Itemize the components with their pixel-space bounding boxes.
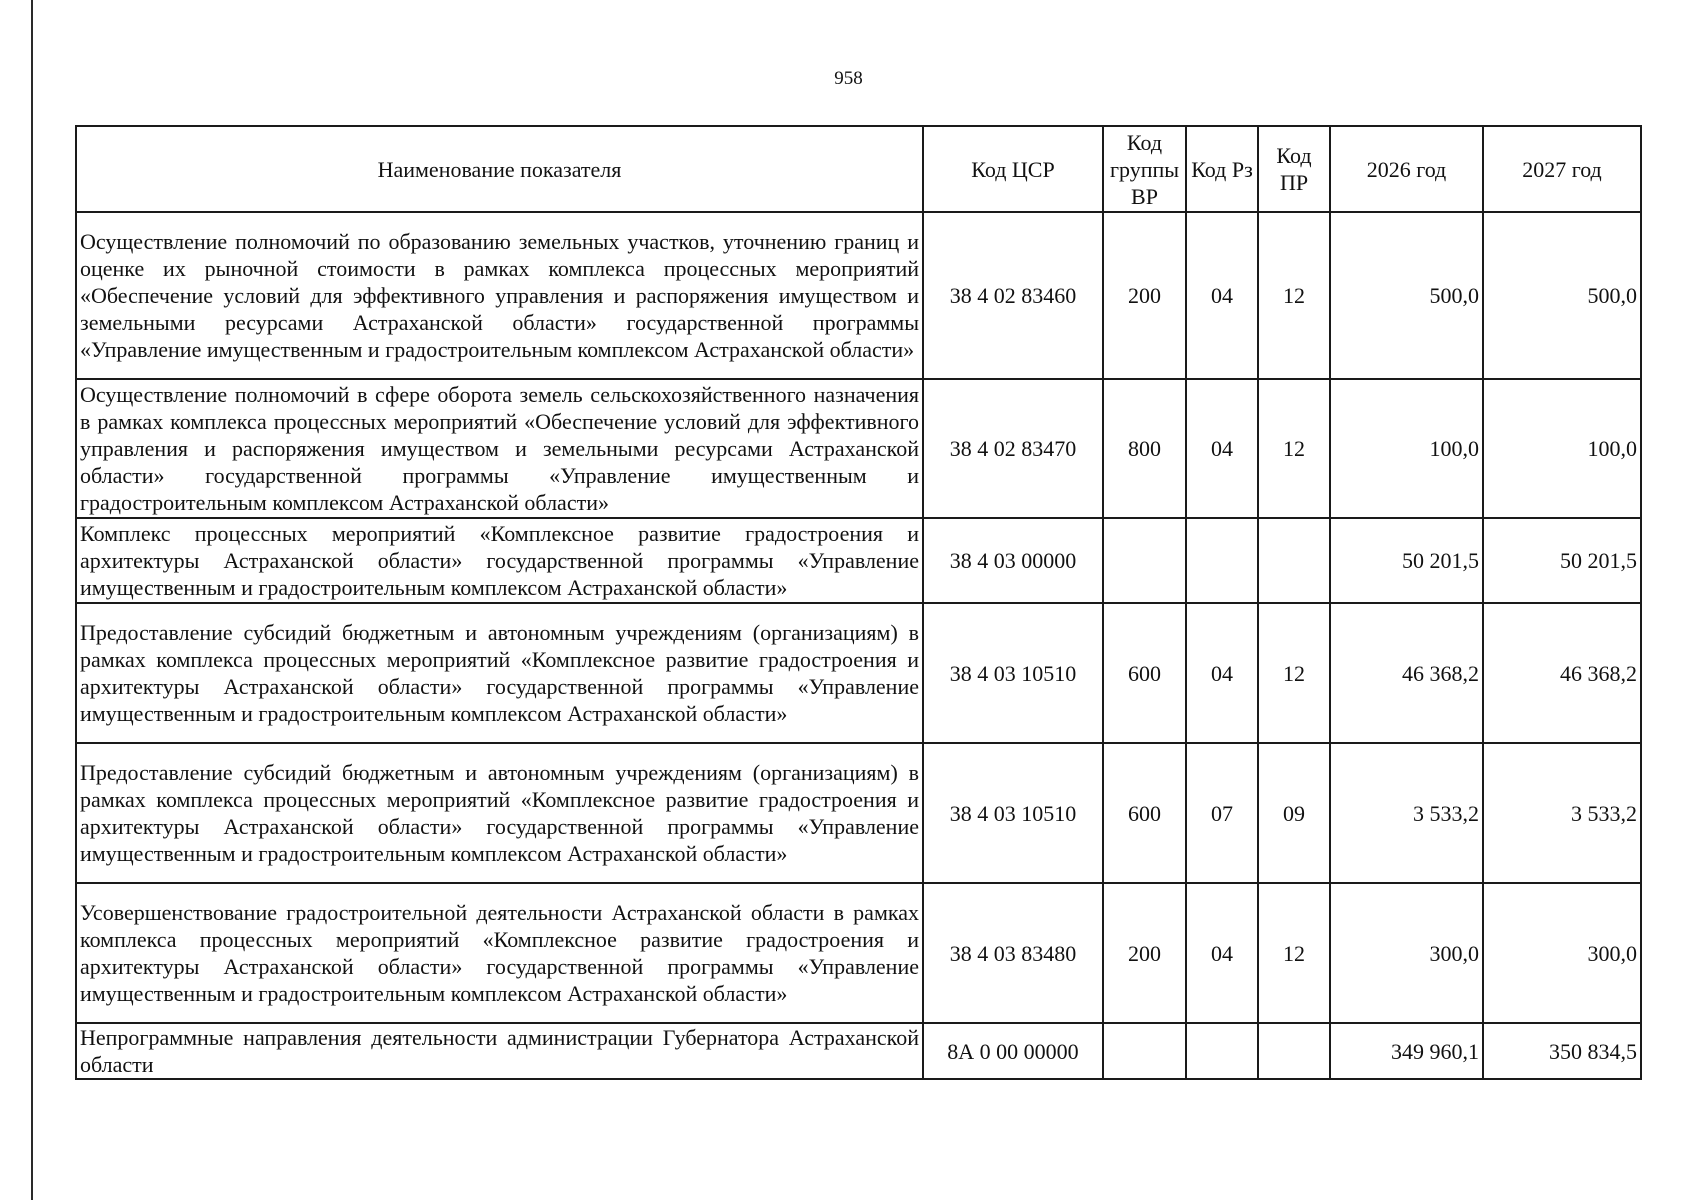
table-row	[76, 743, 1641, 883]
row-csr: 38 4 02 83460	[923, 212, 1103, 379]
row-rz: 04	[1186, 379, 1258, 518]
row-name: Усовершенствование градостроительной деятельности Астраханской области в рамках комплекса процессных мероприятий «Комплексное развитие градостроения и архитектуры Астраханской области» государственной программы «Управление имущественным и градостроительным комплексом Астраханской области»	[76, 883, 923, 1023]
row-vr: 600	[1103, 743, 1186, 883]
header-name: Наименование показателя	[76, 126, 923, 212]
table-row	[76, 518, 1641, 603]
page-margin-rule	[31, 0, 33, 1200]
row-rz	[1186, 518, 1258, 603]
row-name: Осуществление полномочий в сфере оборота земель сельскохозяйственного назначения в рамках комплекса процессных мероприятий «Обеспечение условий для эффективного управления и распоряжения имуществом и земельными ресурсами Астраханской области» государственной программы «Управление имущественным и градостроительным комплексом Астраханской области»	[76, 379, 923, 518]
row-vr: 600	[1103, 603, 1186, 743]
row-vr: 200	[1103, 883, 1186, 1023]
row-csr: 38 4 03 10510	[923, 743, 1103, 883]
row-name: Комплекс процессных мероприятий «Комплексное развитие градостроения и архитектуры Астраханской области» государственной программы «Управление имущественным и градостроительным комплексом Астраханской области»	[76, 518, 923, 603]
header-2027: 2027 год	[1483, 126, 1641, 212]
table-header-row	[76, 126, 1641, 212]
row-name: Непрограммные направления деятельности администрации Губернатора Астраханской области	[76, 1023, 923, 1079]
row-csr: 38 4 03 83480	[923, 883, 1103, 1023]
row-csr: 8А 0 00 00000	[923, 1023, 1103, 1079]
row-rz: 04	[1186, 603, 1258, 743]
table-row	[76, 212, 1641, 379]
row-csr: 38 4 02 83470	[923, 379, 1103, 518]
row-2026: 3 533,2	[1330, 743, 1483, 883]
row-vr	[1103, 518, 1186, 603]
header-rz: Код Рз	[1186, 126, 1258, 212]
row-rz: 07	[1186, 743, 1258, 883]
row-2027: 100,0	[1483, 379, 1641, 518]
header-csr: Код ЦСР	[923, 126, 1103, 212]
row-2027: 3 533,2	[1483, 743, 1641, 883]
header-vr: Код группы ВР	[1103, 126, 1186, 212]
row-csr: 38 4 03 10510	[923, 603, 1103, 743]
row-csr: 38 4 03 00000	[923, 518, 1103, 603]
row-rz: 04	[1186, 212, 1258, 379]
row-pr: 09	[1258, 743, 1330, 883]
budget-table	[75, 125, 1642, 1080]
row-pr: 12	[1258, 212, 1330, 379]
table-row	[76, 883, 1641, 1023]
table-row	[76, 603, 1641, 743]
row-2027: 300,0	[1483, 883, 1641, 1023]
row-vr	[1103, 1023, 1186, 1079]
row-2027: 350 834,5	[1483, 1023, 1641, 1079]
row-2026: 500,0	[1330, 212, 1483, 379]
row-pr: 12	[1258, 379, 1330, 518]
table-row	[76, 1023, 1641, 1079]
row-vr: 200	[1103, 212, 1186, 379]
row-rz: 04	[1186, 883, 1258, 1023]
table-row	[76, 379, 1641, 518]
row-2027: 500,0	[1483, 212, 1641, 379]
row-pr: 12	[1258, 883, 1330, 1023]
row-2026: 46 368,2	[1330, 603, 1483, 743]
row-2026: 300,0	[1330, 883, 1483, 1023]
page-number: 958	[834, 68, 863, 89]
row-pr	[1258, 1023, 1330, 1079]
row-2026: 50 201,5	[1330, 518, 1483, 603]
row-pr	[1258, 518, 1330, 603]
row-2026: 100,0	[1330, 379, 1483, 518]
row-2027: 46 368,2	[1483, 603, 1641, 743]
row-name: Предоставление субсидий бюджетным и автономным учреждениям (организациям) в рамках комплекса процессных мероприятий «Комплексное развитие градостроения и архитектуры Астраханской области» государственной программы «Управление имущественным и градостроительным комплексом Астраханской области»	[76, 743, 923, 883]
row-2027: 50 201,5	[1483, 518, 1641, 603]
header-2026: 2026 год	[1330, 126, 1483, 212]
row-2026: 349 960,1	[1330, 1023, 1483, 1079]
row-rz	[1186, 1023, 1258, 1079]
row-vr: 800	[1103, 379, 1186, 518]
row-pr: 12	[1258, 603, 1330, 743]
header-pr: Код ПР	[1258, 126, 1330, 212]
row-name: Осуществление полномочий по образованию земельных участков, уточнению границ и оценке их рыночной стоимости в рамках комплекса процессных мероприятий «Обеспечение условий для эффективного управления и распоряжения имуществом и земельными ресурсами Астраханской области» государственной программы «Управление имущественным и градостроительным комплексом Астраханской области»	[76, 212, 923, 379]
row-name: Предоставление субсидий бюджетным и автономным учреждениям (организациям) в рамках комплекса процессных мероприятий «Комплексное развитие градостроения и архитектуры Астраханской области» государственной программы «Управление имущественным и градостроительным комплексом Астраханской области»	[76, 603, 923, 743]
